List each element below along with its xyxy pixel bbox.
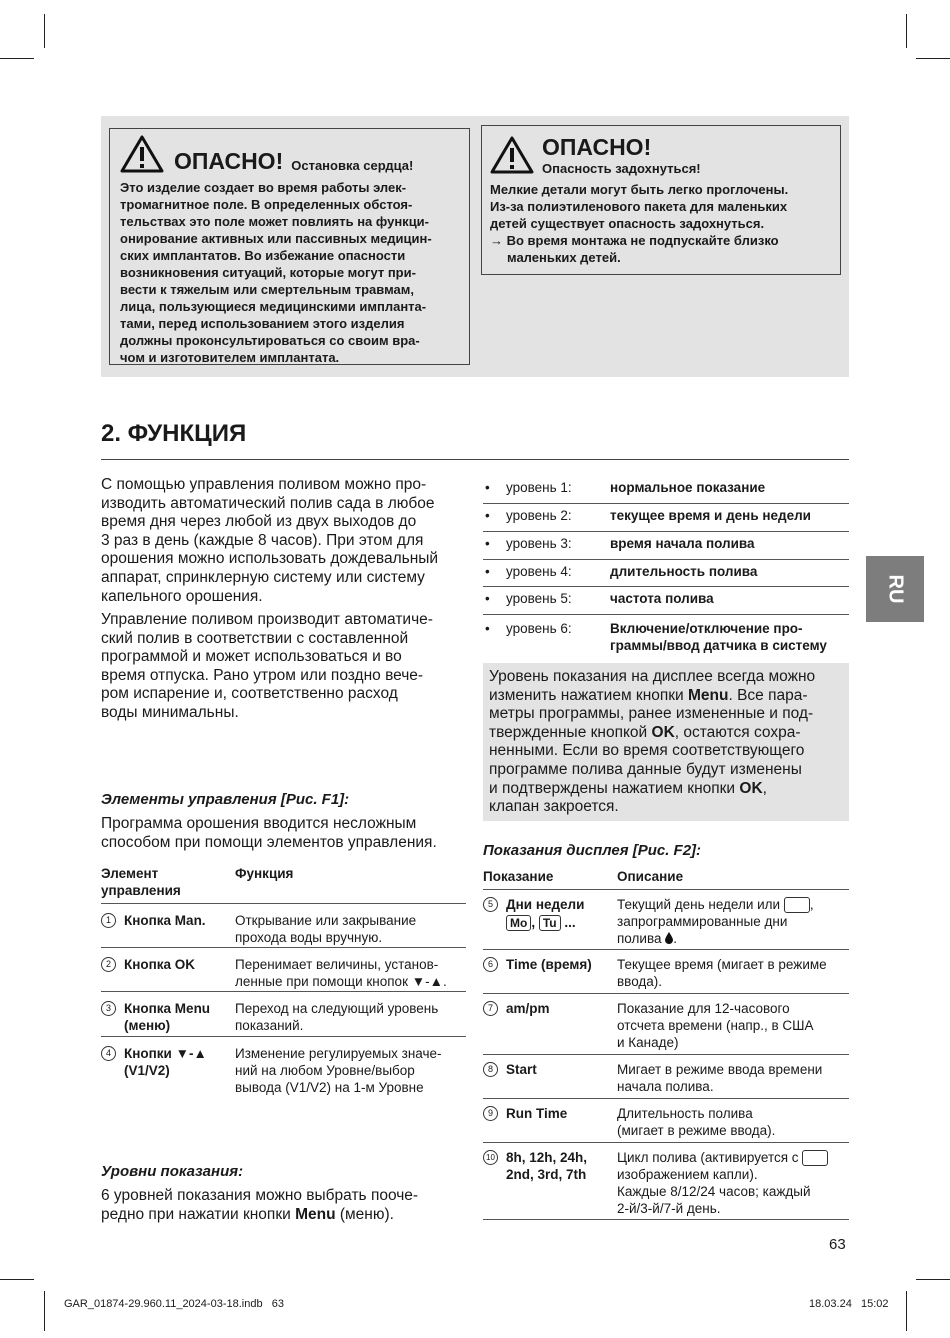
table-row [483,994,849,1055]
warning-line: вести к тяжелым или смертельным травмам, [120,282,415,297]
level-label: уровень 6: [506,621,572,636]
warning-body [490,181,830,266]
text-line: изводить автоматический полив сада в любое [101,494,435,512]
table-row [101,948,466,992]
warning-line: чом и изготовителем имплантата. [120,350,340,365]
warning-triangle-icon [120,135,164,173]
element-name: Кнопки ▼-▲ (V1/V2) [124,1046,207,1078]
crop-mark [44,1291,45,1331]
text-line: 3 раз в день (каждые 8 часов). При этом для [101,531,424,549]
number-badge: 8 [483,1062,498,1077]
number-badge: 5 [483,897,498,912]
warning-line: возникновения ситуаций, которые могут при- [120,265,416,280]
text-line: время дня через любой из двух выходов до [101,513,417,531]
bullet: • [485,564,490,579]
text-line: С помощью управления поливом можно про- [101,476,427,493]
text-line: аппарат, спринклерную систему или систему [101,568,425,586]
warning-header [490,136,830,176]
level-value: время начала полива [610,536,755,551]
warning-header [120,135,459,173]
bullet: • [485,508,490,523]
warning-subheading: Остановка сердца! [291,158,414,173]
warning-action: маленьких детей. [507,250,621,265]
display-title: Показания дисплея [Рис. F2]: [483,842,702,859]
menu-note [483,663,849,821]
footer-left: GAR_01874-29.960.11_2024-03-18.indb 63 [64,1298,284,1310]
level-value: Включение/отключение про- граммы/ввод датчика в систему [610,621,827,653]
function-text: Изменение регулируемых значе- ний на любом Уровне/выбор вывода (V1/V2) на 1-м Уровне [235,1046,442,1095]
number-badge: 7 [483,1001,498,1016]
display-name: Дни недели Mo , Tu ... [506,897,585,930]
level-label: уровень 4: [506,564,572,579]
text-line: ский полив в соответствии с составленной [101,629,409,647]
controls-table [101,864,466,1097]
section-rule [101,459,849,460]
header-description: Описание [617,869,684,884]
level-label: уровень 5: [506,591,572,606]
level-value: текущее время и день недели [610,508,811,523]
levels-list [483,476,849,661]
list-item [483,615,849,661]
warning-line: лица, пользующиеся медицинскими импланта- [120,299,427,314]
warning-line: детей существует опасность задохнуться. [490,216,765,231]
empty-box-icon [784,897,810,913]
warning-line: онирование активных или пассивных медицин- [120,231,432,246]
weekday-key-tu: Tu [539,915,561,931]
header-function: Функция [235,866,294,881]
description-text: Текущее время (мигает в режиме ввода). [617,957,827,989]
text-line: способом при помощи элементов управления. [101,833,437,851]
text-line: Программа орошения вводится несложным [101,815,417,832]
warning-line: тельствах это поле может повлиять на функци- [120,214,430,229]
water-drop-icon [665,932,673,944]
text-line: программой и может использоваться и во [101,648,402,666]
warning-line: Это изделие создает во время работы элек- [120,180,407,195]
description-text: Цикл полива (активируется с изображением капли). Каждые 8/12/24 часов; каждый 2-й/3-й/7-й день. [617,1149,828,1217]
text-line: Управление поливом производит автоматиче- [101,611,433,628]
list-item [483,532,849,560]
display-name: am/pm [506,1001,550,1016]
bullet: • [485,536,490,551]
crop-mark [916,58,950,59]
controls-intro [101,815,471,852]
intro-paragraph [101,476,471,606]
controls-title: Элементы управления [Рис. F1]: [101,791,350,808]
bullet: • [485,591,490,606]
function-text: Перенимает величины, установ- ленные при помощи кнопок ▼-▲. [235,957,447,989]
warning-heading: ОПАСНО! [174,148,284,174]
display-name: Run Time [506,1106,568,1121]
element-name: Кнопка OK [124,957,196,972]
list-item [483,476,849,504]
table-header [101,864,466,904]
description-text: Текущий день недели или , запрограммированные дни полива . [617,897,814,947]
description-text: Показание для 12-часового отсчета времени (напр., в США и Канаде) [617,1001,814,1050]
number-badge: 2 [101,957,116,972]
text-line: орошения можно использовать дождевальный [101,550,439,568]
level-value: длительность полива [610,564,758,579]
second-paragraph [101,611,471,723]
display-name: Time (время) [506,957,592,972]
number-badge: 10 [483,1150,498,1165]
crop-mark [0,58,34,59]
number-badge: 4 [101,1046,116,1061]
number-badge: 3 [101,1001,116,1016]
number-badge: 1 [101,913,116,928]
crop-mark [0,1279,34,1280]
function-text: Переход на следующий уровень показаний. [235,1001,439,1033]
levels-title: Уровни показания: [101,1163,244,1180]
level-label: уровень 1: [506,480,572,495]
description-text: Мигает в режиме ввода времени начала полива. [617,1062,823,1094]
list-item [483,504,849,532]
element-name: Кнопка Man. [124,913,206,928]
text-line: ром испарение и, соответственно расход [101,685,398,703]
crop-mark [916,1279,950,1280]
element-name: Кнопка Menu (меню) [124,1001,211,1033]
warning-heading: ОПАСНО! [542,134,652,160]
table-row [483,890,849,950]
warning-box-heart [109,128,470,365]
list-item [483,587,849,615]
bullet: • [485,621,490,636]
crop-mark [906,1291,907,1331]
header-element: Элемент управления [101,866,181,898]
table-header [483,866,849,890]
display-name: Start [506,1062,537,1077]
warning-line: ских имплантатов. Во избежание опасности [120,248,406,263]
level-value: частота полива [610,591,714,606]
display-table [483,866,849,1220]
warning-line: Мелкие детали могут быть легко проглочены. [490,182,789,197]
display-name: 8h, 12h, 24h, 2nd, 3rd, 7th [506,1150,588,1182]
crop-mark [906,14,907,48]
warning-line: Из-за полиэтиленового пакета для маленьких [490,199,788,214]
text-line: время отпуска. Рано утром или поздно вече- [101,666,424,684]
warning-line: тромагнитное поле. В определенных обстоя- [120,197,413,212]
level-label: уровень 3: [506,536,572,551]
footer-right: 18.03.24 15:02 [809,1298,889,1310]
table-row [101,992,466,1037]
text-line: воды минимальны. [101,703,239,721]
list-item [483,560,849,587]
level-label: уровень 2: [506,508,572,523]
weekday-key-mo: Mo [506,915,531,931]
warning-box-suffocation [481,125,841,275]
header-display: Показание [483,869,554,884]
description-text: Длительность полива (мигает в режиме ввода). [617,1106,776,1138]
warning-triangle-icon [490,136,534,174]
warning-subheading: Опасность задохнуться! [542,161,701,176]
warning-line: тами, перед использованием этого изделия [120,316,405,331]
text-line: капельного орошения. [101,587,263,605]
number-badge: 9 [483,1106,498,1121]
warning-line: должны проконсультироваться со своим вра- [120,333,420,348]
table-row [101,904,466,948]
table-row [483,1099,849,1143]
table-row [483,950,849,994]
page-number: 63 [829,1236,846,1253]
crop-mark [44,14,45,48]
table-row [483,1143,849,1220]
number-badge: 6 [483,957,498,972]
level-value: нормальное показание [610,480,766,495]
warning-action: → Во время монтажа не подпускайте близко [490,233,779,248]
note-text: Уровень показания на дисплее всегда можно изменить нажатием кнопки Menu. Все пара- метры программы, ранее измененные и под- твержденные кнопкой OK, остаются сохра- ненными. Если во время соответствующего программе полива данные будут изменены и подтверждены нажатием кнопки OK, клапан закроется. [489,668,816,816]
table-row [483,1055,849,1099]
language-code: RU [884,574,907,604]
bullet: • [485,480,490,495]
levels-intro [101,1187,471,1224]
empty-box-icon [802,1150,828,1166]
text-line: редно при нажатии кнопки Menu (меню). [101,1205,394,1223]
text-line: 6 уровней показания можно выбрать пооче- [101,1187,419,1204]
language-tab [866,556,924,622]
table-row [101,1037,466,1097]
section-title: 2. ФУНКЦИЯ [101,420,247,447]
warning-body [120,179,459,366]
function-text: Открывание или закрывание прохода воды вручную. [235,913,417,945]
